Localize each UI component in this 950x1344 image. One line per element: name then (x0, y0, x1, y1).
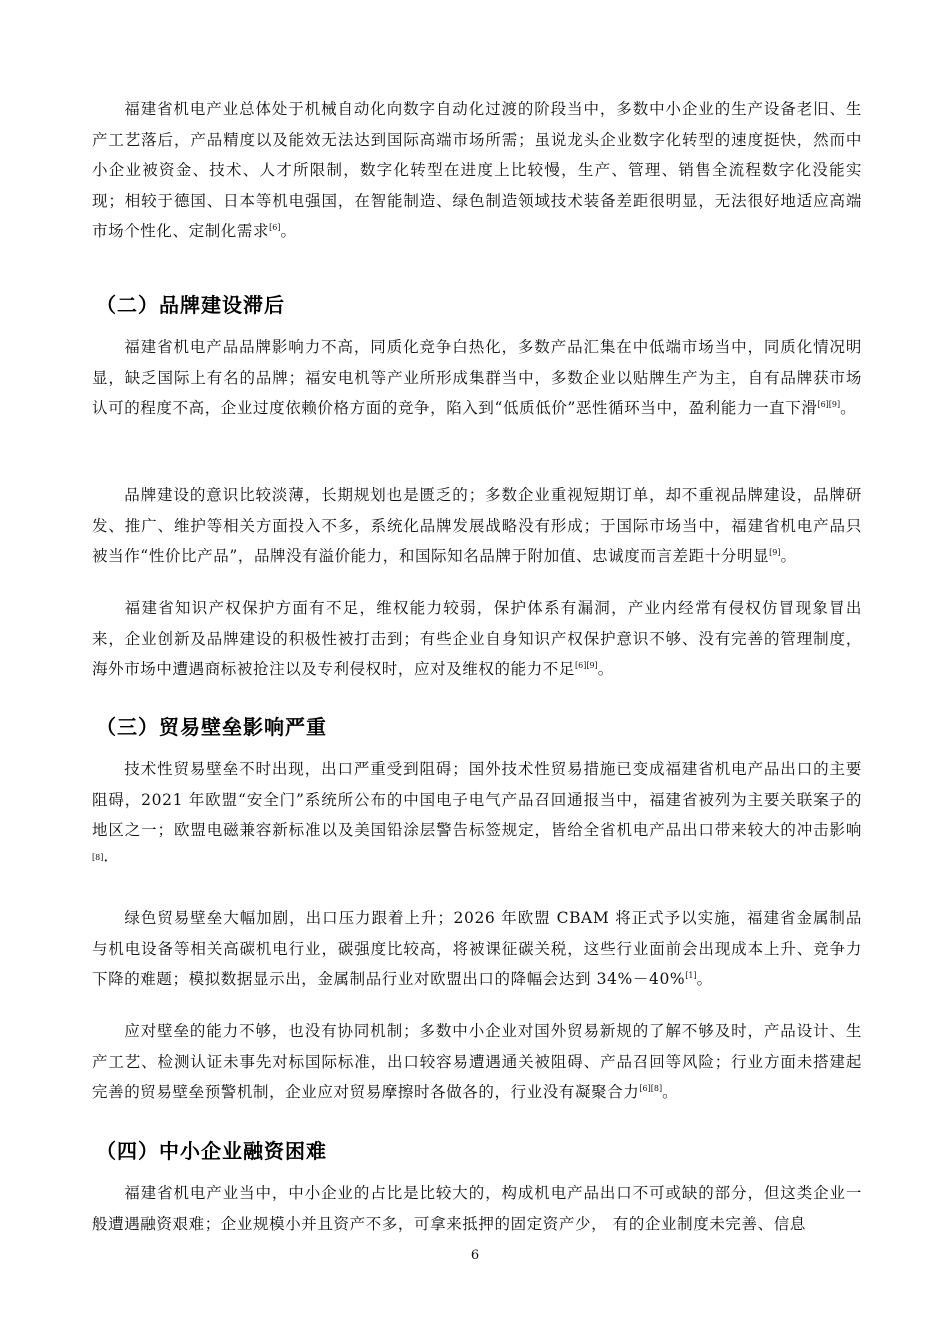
paragraph: 福建省知识产权保护方面有不足，维权能力较弱，保护体系有漏洞，产业内经常有侵权仿冒现象冒出来，企业创新及品牌建设的积极性被打击到；有些企业自身知识产权保护意识不够、没有完善的管理制度，海外市场中遭遇商标被抢注以及专利侵权时，应对及维权的能力不足[6][9]。 (92, 599, 862, 678)
paragraph (92, 1178, 862, 1239)
paragraph: 绿色贸易壁垒大幅加剧，出口压力跟着上升；2026 年欧盟 CBAM 将正式予以实施，福建省金属制品与机电设备等相关高碳机电行业，碳强度比较高，将被课征碳关税，这些行业面前会出现成本上升、竞争力下降的难题；模拟数据显示出，金属制品行业对欧盟出口的降幅会达到 34%－40%[1]。 (92, 909, 862, 988)
citation: [6][8] (639, 1083, 663, 1093)
paragraph-text: 绿色贸易壁垒大幅加剧，出口压力跟着上升；2026 年欧盟 CBAM 将正式予以实施，福建省金属制品与机电设备等相关高碳机电行业，碳强度比较高，将被课征碳关税，这些行业面前会出现成本上升、竞争力下降的难题；模拟数据显示出，金属制品行业对欧盟出口的降幅会达到 34%－40% (92, 909, 862, 988)
section-heading-sme-financing: （四）中小企业融资困难 (96, 1139, 327, 1163)
paragraph-text: 福建省机电产业总体处于机械自动化向数字自动化过渡的阶段当中，多数中小企业的生产设备老旧、生产工艺落后，产品精度以及能效无法达到国际高端市场所需；虽说龙头企业数字化转型的速度挺快，然而中小企业被资金、技术、人才所限制，数字化转型在进度上比较慢，生产、管理、销售全流程数字化没能实现；相较于德国、日本等机电强国，在智能制造、绿色制造领域技术装备差距很明显，无法很好地适应高端市场个性化、定制化需求 (92, 100, 862, 240)
citation: [9] (769, 547, 781, 557)
paragraph: 福建省机电产品品牌影响力不高，同质化竞争白热化，多数产品汇集在中低端市场当中，同质化情况明显，缺乏国际上有名的品牌；福安电机等产业所形成集群当中，多数企业以贴牌生产为主，自有品牌获市场认可的程度不高，企业过度依赖价格方面的竞争，陷入到“低质低价”恶性循环当中，盈利能力一直下滑[6][9]。 (92, 338, 862, 417)
citation: [1] (685, 970, 697, 980)
section-heading-trade-barriers: （三）贸易壁垒影响严重 (96, 715, 327, 739)
paragraph-text: 品牌建设的意识比较淡薄，长期规划也是匮乏的；多数企业重视短期订单，却不重视品牌建设，品牌研发、推广、维护等相关方面投入不多，系统化品牌发展战略没有形成；于国际市场当中，福建省机电产品只被当作“性价比产品”，品牌没有溢价能力，和国际知名品牌于附加值、忠诚度而言差距十分明显 (92, 486, 862, 565)
paragraph: 应对壁垒的能力不够，也没有协同机制；多数中小企业对国外贸易新规的了解不够及时，产品设计、生产工艺、检测认证未事先对标国际标准，出口较容易遭遇通关被阻碍、产品召回等风险；行业方面未搭建起完善的贸易壁垒预警机制，企业应对贸易摩擦时各做各的，行业没有凝聚合力[6][8]。 (92, 1022, 862, 1101)
paragraph-text: 福建省机电产业当中，中小企业的占比是比较大的，构成机电产品出口不可或缺的部分，但这类企业一般遭遇融资艰难；企业规模小并且资产不多，可拿来抵押的固定资产少， 有的企业制度未完善、信息 (92, 1184, 862, 1233)
citation: [8] (92, 852, 104, 862)
citation: [6][9] (575, 660, 598, 670)
paragraph: 福建省机电产业总体处于机械自动化向数字自动化过渡的阶段当中，多数中小企业的生产设备老旧、生产工艺落后，产品精度以及能效无法达到国际高端市场所需；虽说龙头企业数字化转型的速度挺快，然而中小企业被资金、技术、人才所限制，数字化转型在进度上比较慢，生产、管理、销售全流程数字化没能实现；相较于德国、日本等机电强国，在智能制造、绿色制造领域技术装备差距很明显，无法很好地适应高端市场个性化、定制化需求[6]。 (92, 100, 862, 240)
page-number: 6 (470, 1248, 480, 1263)
paragraph: 品牌建设的意识比较淡薄，长期规划也是匮乏的；多数企业重视短期订单，却不重视品牌建设，品牌研发、推广、维护等相关方面投入不多，系统化品牌发展战略没有形成；于国际市场当中，福建省机电产品只被当作“性价比产品”，品牌没有溢价能力，和国际知名品牌于附加值、忠诚度而言差距十分明显[9]。 (92, 486, 862, 565)
paragraph-text: 福建省机电产品品牌影响力不高，同质化竞争白热化，多数产品汇集在中低端市场当中，同质化情况明显，缺乏国际上有名的品牌；福安电机等产业所形成集群当中，多数企业以贴牌生产为主，自有品牌获市场认可的程度不高，企业过度依赖价格方面的竞争，陷入到“低质低价”恶性循环当中，盈利能力一直下滑 (92, 338, 862, 417)
paragraph: 技术性贸易壁垒不时出现，出口严重受到阻碍；国外技术性贸易措施已变成福建省机电产品出口的主要阻碍，2021 年欧盟“安全门”系统所公布的中国电子电气产品召回通报当中，福建省被列为主要关联案子的地区之一；欧盟电磁兼容新标准以及美国铅涂层警告标签规定，皆给全省机电产品出口带来较大的冲击影响[8]· (92, 760, 862, 870)
citation: [6] (269, 222, 281, 232)
section-heading-brand: （二）品牌建设滞后 (96, 293, 285, 317)
paragraph-text: 应对壁垒的能力不够，也没有协同机制；多数中小企业对国外贸易新规的了解不够及时，产品设计、生产工艺、检测认证未事先对标国际标准，出口较容易遭遇通关被阻碍、产品召回等风险；行业方面未搭建起完善的贸易壁垒预警机制，企业应对贸易摩擦时各做各的，行业没有凝聚合力 (92, 1022, 862, 1101)
paragraph-text: 技术性贸易壁垒不时出现，出口严重受到阻碍；国外技术性贸易措施已变成福建省机电产品出口的主要阻碍，2021 年欧盟“安全门”系统所公布的中国电子电气产品召回通报当中，福建省被列为主要关联案子的地区之一；欧盟电磁兼容新标准以及美国铅涂层警告标签规定，皆给全省机电产品出口带来较大的冲击影响 (92, 760, 862, 839)
paragraph-text: 福建省知识产权保护方面有不足，维权能力较弱，保护体系有漏洞，产业内经常有侵权仿冒现象冒出来，企业创新及品牌建设的积极性被打击到；有些企业自身知识产权保护意识不够、没有完善的管理制度，海外市场中遭遇商标被抢注以及专利侵权时，应对及维权的能力不足 (92, 599, 862, 678)
citation: [6][9] (817, 399, 841, 409)
